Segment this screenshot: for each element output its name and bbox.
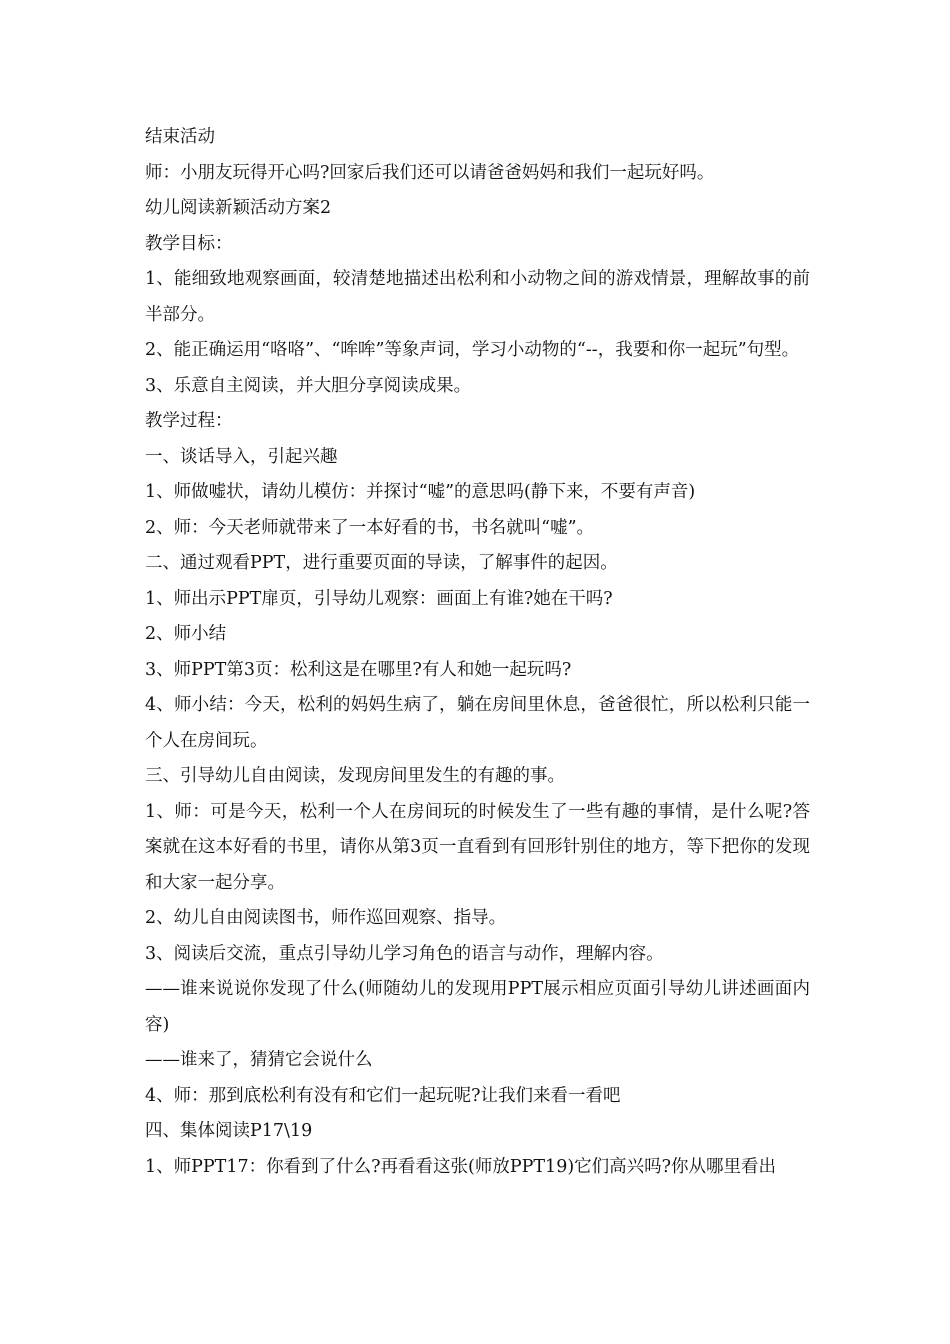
dialogue-item: ——谁来了，猜猜它会说什么 <box>145 1050 373 1070</box>
step-item: 1、师出示PPT扉页，引导幼儿观察：画面上有谁?她在干吗? <box>145 588 613 609</box>
step-item: 1、师PPT17：你看到了什么?再看看这张(师放PPT19)它们高兴吗?你从哪里看出 <box>145 1156 777 1177</box>
step-heading: 二、通过观看PPT，进行重要页面的导读，了解事件的起因。 <box>145 553 618 573</box>
step-item: 4、师小结：今天，松利的妈妈生病了，躺在房间里休息，爸爸很忙，所以松利只能一个人在房间玩。 <box>145 695 810 751</box>
step-item: 2、幼儿自由阅读图书，师作巡回观察、指导。 <box>145 908 507 928</box>
step-item: 3、阅读后交流，重点引导幼儿学习角色的语言与动作，理解内容。 <box>145 943 664 964</box>
step-item: 3、师PPT第3页：松利这是在哪里?有人和她一起玩吗? <box>145 659 572 680</box>
step-item: 4、师：那到底松利有没有和它们一起玩呢?让我们来看一看吧 <box>145 1085 621 1106</box>
paragraph: 师：小朋友玩得开心吗?回家后我们还可以请爸爸妈妈和我们一起玩好吗。 <box>145 162 715 183</box>
dialogue-item: ——谁来说说你发现了什么(师随幼儿的发现用PPT展示相应页面引导幼儿讲述画面内容) <box>145 979 810 1035</box>
goal-item: 3、乐意自主阅读，并大胆分享阅读成果。 <box>145 375 472 396</box>
section-heading-teaching-goals: 教学目标： <box>145 233 233 254</box>
step-heading: 三、引导幼儿自由阅读，发现房间里发生的有趣的事。 <box>145 766 565 786</box>
step-heading: 一、谈话导入，引起兴趣 <box>145 446 338 467</box>
section-heading-teaching-process: 教学过程： <box>145 411 233 431</box>
goal-item: 1、能细致地观察画面，较清楚地描述出松利和小动物之间的游戏情景，理解故事的前半部分。 <box>145 269 810 325</box>
plan-title: 幼儿阅读新颖活动方案2 <box>145 198 332 218</box>
section-heading-closing-activity: 结束活动 <box>145 127 215 147</box>
step-item: 1、师：可是今天，松利一个人在房间玩的时候发生了一些有趣的事情，是什么呢?答案就在这本好看的书里，请你从第3页一直看到有回形针别住的地方，等下把你的发现和大家一起分享。 <box>145 801 810 893</box>
goal-item: 2、能正确运用“咯咯”、“哞哞”等象声词，学习小动物的“--，我要和你一起玩”句型。 <box>145 340 800 360</box>
step-heading: 四、集体阅读P17\19 <box>145 1121 313 1141</box>
step-item: 1、师做嘘状，请幼儿模仿：并探讨“嘘”的意思吗(静下来，不要有声音) <box>145 482 696 502</box>
step-item: 2、师：今天老师就带来了一本好看的书，书名就叫“嘘”。 <box>145 517 595 538</box>
step-item: 2、师小结 <box>145 624 227 644</box>
document-body <box>145 120 810 1185</box>
